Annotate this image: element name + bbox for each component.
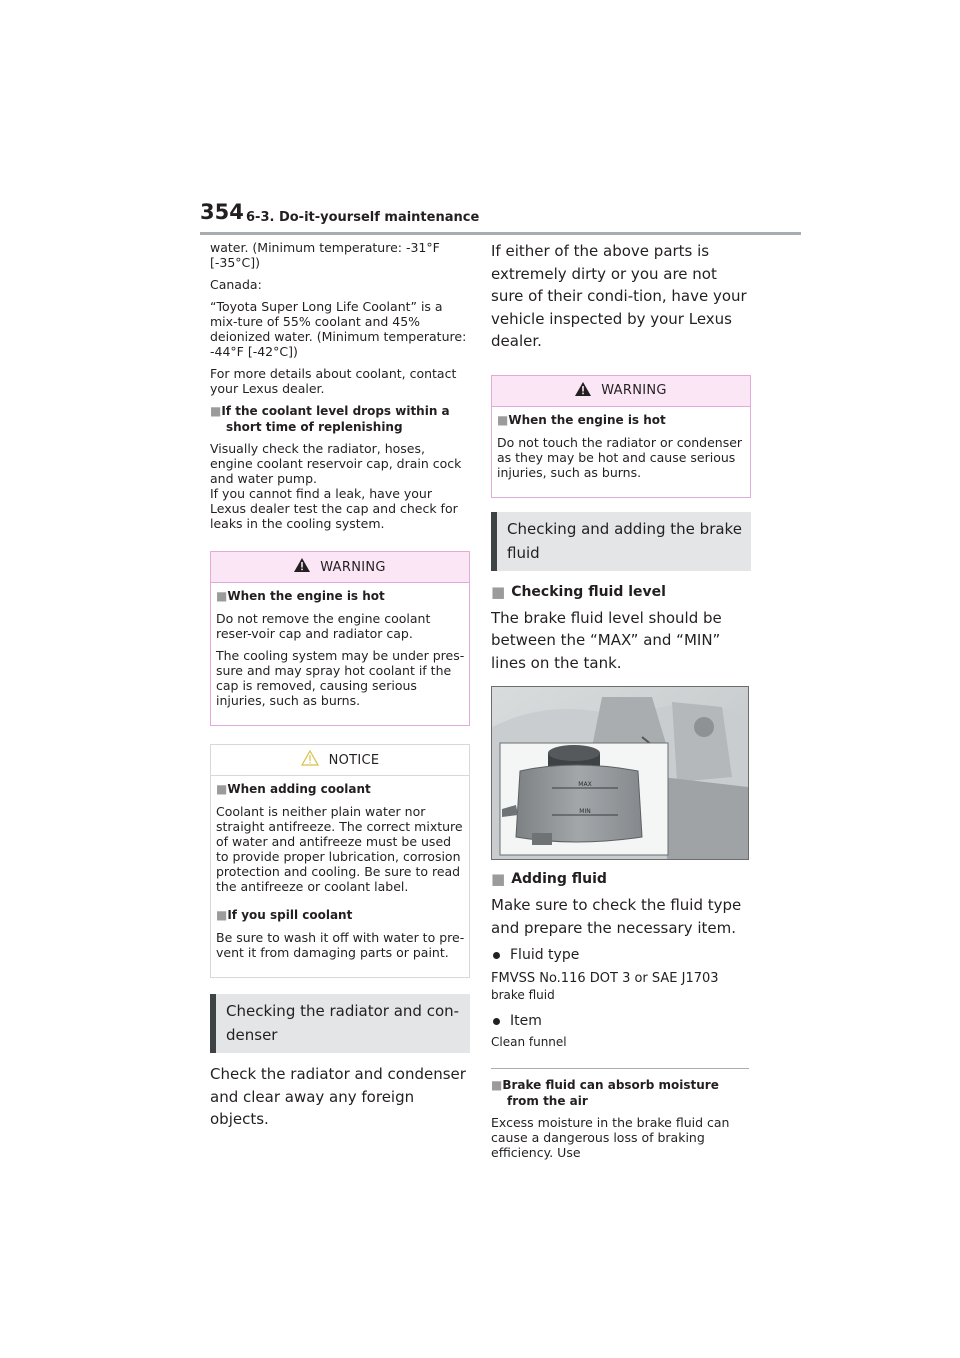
brake-fluid-tank-figure (491, 686, 749, 860)
square-bullet-icon: ■ (497, 412, 509, 427)
paragraph: Coolant is neither plain water nor straight antifreeze. The correct mixture of water and antifreeze must be used to provide proper lubrication, corrosion protection and cooling. Be sure to read the antifreeze or coolant label. (216, 804, 463, 894)
warning-header (492, 376, 750, 407)
paragraph: If either of the above parts is extremely dirty or you are not sure of their condi-tion, have your vehicle inspected by your Lexus dealer. (491, 242, 747, 350)
section-heading: Checking and adding the brake fluid (491, 512, 751, 571)
paragraph: Do not remove the engine coolant reser-voir cap and radiator cap. (216, 611, 431, 641)
square-bullet-icon: ■ (491, 870, 506, 888)
bullet-dot-icon (493, 952, 500, 959)
square-bullet-icon: ■ (216, 589, 228, 603)
section-title: 6-3. Do-it-yourself maintenance (246, 210, 480, 225)
warning-sub: ■When the engine is hot (497, 412, 666, 427)
paragraph: For more details about coolant, contact your Lexus dealer. (210, 366, 457, 396)
bullet-item: Fluid type (491, 947, 753, 963)
warning-label: WARNING (601, 383, 667, 398)
header-rule (200, 232, 801, 235)
bullet-item: Item (491, 1013, 753, 1029)
square-bullet-icon: ■ (491, 1078, 503, 1092)
divider (491, 1068, 749, 1069)
square-bullet-icon: ■ (210, 404, 222, 418)
item-heading: ■ Checking fluid level (491, 582, 666, 601)
paragraph: Excess moisture in the brake fluid can cause a dangerous loss of braking efficiency. Use (491, 1115, 730, 1160)
page-number: 354 (200, 200, 244, 224)
paragraph: Clean funnel (491, 1035, 567, 1049)
bullet-dot-icon (493, 1018, 500, 1025)
paragraph: Canada: (210, 277, 262, 292)
paragraph: The cooling system may be under pres-sure and may spray hot coolant if the cap is removed, causing serious injuries, such as burns. (216, 648, 465, 708)
warning-box (491, 375, 751, 498)
notice-sub: ■When adding coolant (216, 782, 371, 796)
item-heading: ■ Adding fluid (491, 870, 607, 888)
paragraph: The brake fluid level should be between the “MAX” and “MIN” lines on the tank. (491, 608, 722, 672)
paragraph: brake fluid (491, 988, 555, 1002)
warning-triangle-icon (575, 382, 591, 400)
square-bullet-icon: ■ (216, 908, 228, 922)
paragraph: FMVSS No.116 DOT 3 or SAE J1703 (491, 971, 719, 986)
notice-triangle-icon (301, 750, 319, 770)
paragraph: water. (Minimum temperature: -31°F [-35°C]) (210, 240, 440, 270)
right-column (491, 240, 753, 1167)
paragraph: Check the radiator and condenser and clear away any foreign objects. (210, 1065, 466, 1128)
sub-heading: ■Brake fluid can absorb moisture from the air (491, 1078, 719, 1108)
warning-sub: ■When the engine is hot (216, 589, 385, 603)
paragraph: If you cannot find a leak, have your Lexus dealer test the cap and check for leaks in the cooling system. (210, 486, 458, 531)
paragraph: Be sure to wash it off with water to pre-vent it from damaging parts or paint. (216, 930, 465, 960)
warning-box (210, 551, 470, 726)
min-label: MIN (579, 808, 591, 815)
max-label: MAX (578, 781, 592, 788)
paragraph: Make sure to check the fluid type and prepare the necessary item. (491, 896, 742, 937)
square-bullet-icon: ■ (491, 582, 506, 601)
left-column (210, 240, 470, 1137)
notice-header (211, 745, 469, 776)
notice-label: NOTICE (328, 752, 380, 768)
paragraph: Do not touch the radiator or condenser as they may be hot and cause serious injuries, such as burns. (497, 434, 743, 480)
section-heading: Checking the radiator and con-denser (210, 994, 470, 1053)
square-bullet-icon: ■ (216, 782, 228, 796)
paragraph: “Toyota Super Long Life Coolant” is a mix-ture of 55% coolant and 45% deionized water. (Minimum temperature: -44°F [-42°C]) (210, 299, 467, 359)
sub-heading: ■If the coolant level drops within a short time of replenishing (210, 404, 450, 434)
paragraph: Visually check the radiator, hoses, engine coolant reservoir cap, drain cock and water pump. (210, 441, 462, 486)
notice-box (210, 744, 470, 978)
warning-triangle-icon (294, 558, 310, 576)
notice-sub: ■If you spill coolant (216, 908, 353, 922)
warning-label: WARNING (320, 559, 386, 575)
warning-header (211, 552, 469, 583)
